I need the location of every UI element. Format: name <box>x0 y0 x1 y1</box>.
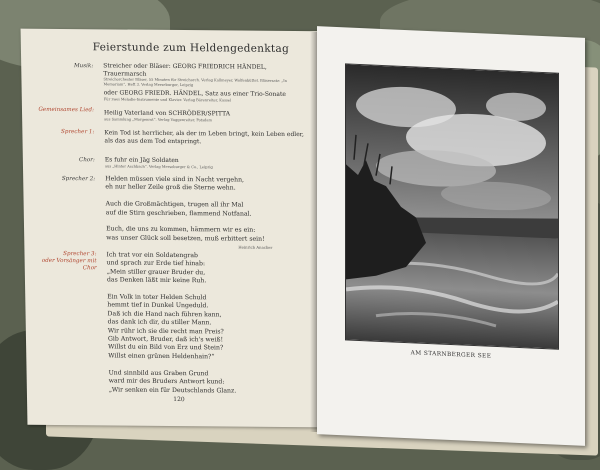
photo-caption: AM STARNBERGER SEE <box>410 350 492 360</box>
section-label: Musik: <box>73 63 94 70</box>
section-text <box>104 109 310 123</box>
left-page <box>21 29 328 428</box>
section-text <box>104 129 310 146</box>
poem-line: ward mir des Bruders Antwort kund: <box>108 377 225 386</box>
poem-line: auf die Stirn geschrieben, flammend Notfanal. <box>105 209 252 218</box>
poem-line: Ein Volk in toter Helden Schuld <box>107 293 207 302</box>
open-book <box>10 24 590 432</box>
section-sublabel: oder Vorsänger mit Chor <box>41 257 97 271</box>
poem-line: und sprach zur Erde tief hinab: <box>106 259 206 268</box>
poem-line: das dank ich dir, du stiller Mann. <box>107 318 212 327</box>
section-detail: Für zwei Melodie-Instrumente und Klavier. Verlag Bärenreiter, Kassel <box>103 96 232 103</box>
section-text-main: Es fuhr ein Jäg Soldaten <box>104 156 179 165</box>
signature: Heinrich Anacker <box>238 244 273 251</box>
poem-line: „Wir senken ein für Deutschlands Glanz. <box>108 385 237 395</box>
poem-line: das Denken läßt mir keine Ruh. <box>106 276 207 285</box>
section-text <box>104 89 310 103</box>
right-page <box>317 26 585 446</box>
section-text <box>105 156 311 170</box>
poem-line: Euch, die uns zu kommen, hämmern wir es ein: <box>105 225 256 235</box>
section-label: Chor: <box>78 157 95 164</box>
poem-block <box>106 251 314 396</box>
section-text-main: Heilig Vaterland von SCHRÖDER/SPITTA <box>103 109 231 118</box>
section-text-main: Streicher oder Bläser: GEORG FRIEDRICH HÄNDEL, Trauermarsch <box>103 62 267 78</box>
poem-line: Und sinnbild aus Graben Grund <box>108 369 209 378</box>
poem-line: Willst du ein Bild von Erz und Stein? <box>108 343 224 352</box>
section-label: Sprecher 1: <box>60 128 95 136</box>
section-text-main: oder GEORG FRIEDR. HÄNDEL, Satz aus einer Trio-Sonate <box>103 89 286 98</box>
poem-line: Willst einen grünen Heldenhain?“ <box>108 352 215 361</box>
lake-photo <box>345 63 559 349</box>
section-label: Gemeinsames Lied: <box>38 106 95 114</box>
poem-line: Auch die Großmächtigen, trugen all ihr Mal <box>105 200 244 209</box>
section-label: Sprecher 3: <box>63 251 97 258</box>
poem-line: hemmt tief in Dunkel Ungeduld. <box>107 301 209 310</box>
poem-line: „Mein stiller grauer Bruder du, <box>106 268 206 277</box>
poem-line: Daß ich die Hand nach führen kann, <box>107 310 222 319</box>
section-label: Sprecher 2: <box>61 176 96 183</box>
section-detail: aus „Hinter Aschbach“. Verlag Merseburger & Co., Leipzig <box>104 163 213 169</box>
page-number: 120 <box>173 396 185 404</box>
page-title: Feierstunde zum Heldengedenktag <box>92 41 290 55</box>
section-detail: Streichorchester Bläser, 55 Minuten für Streichorch. Verlag Kallmeyer, Wolfenbüttel. Bläsersatz: „In Memoriam“, Heft 3. Verlag Merseburger, Leipzig <box>103 77 287 88</box>
poem-line: Wir rühr ich sie die recht man Preis? <box>107 327 224 336</box>
poem-line: Ich trat vor ein Soldatengrab <box>106 251 199 260</box>
section-text-main: Kein Tod ist herrlicher, als der im Leben bringt, kein Leben edler, als das aus dem Tod entspringt. <box>104 129 304 145</box>
section-text <box>103 62 309 89</box>
poem-line: was unser Glück soll besetzen, muß erbittert sein! <box>106 234 265 243</box>
poem-line: eh nur heller Zeile groß die Sterne wehn. <box>105 183 236 192</box>
poem-block <box>105 175 312 252</box>
poem-line: Gib Antwort, Bruder, daß ich's weiß! <box>107 335 224 344</box>
poem-line: Helden müssen viele sind in Nacht vergehn, <box>105 175 245 184</box>
section-detail: aus Sammlung „Morgenrot“. Verlag Voggenreiter, Potsdam <box>104 116 212 122</box>
